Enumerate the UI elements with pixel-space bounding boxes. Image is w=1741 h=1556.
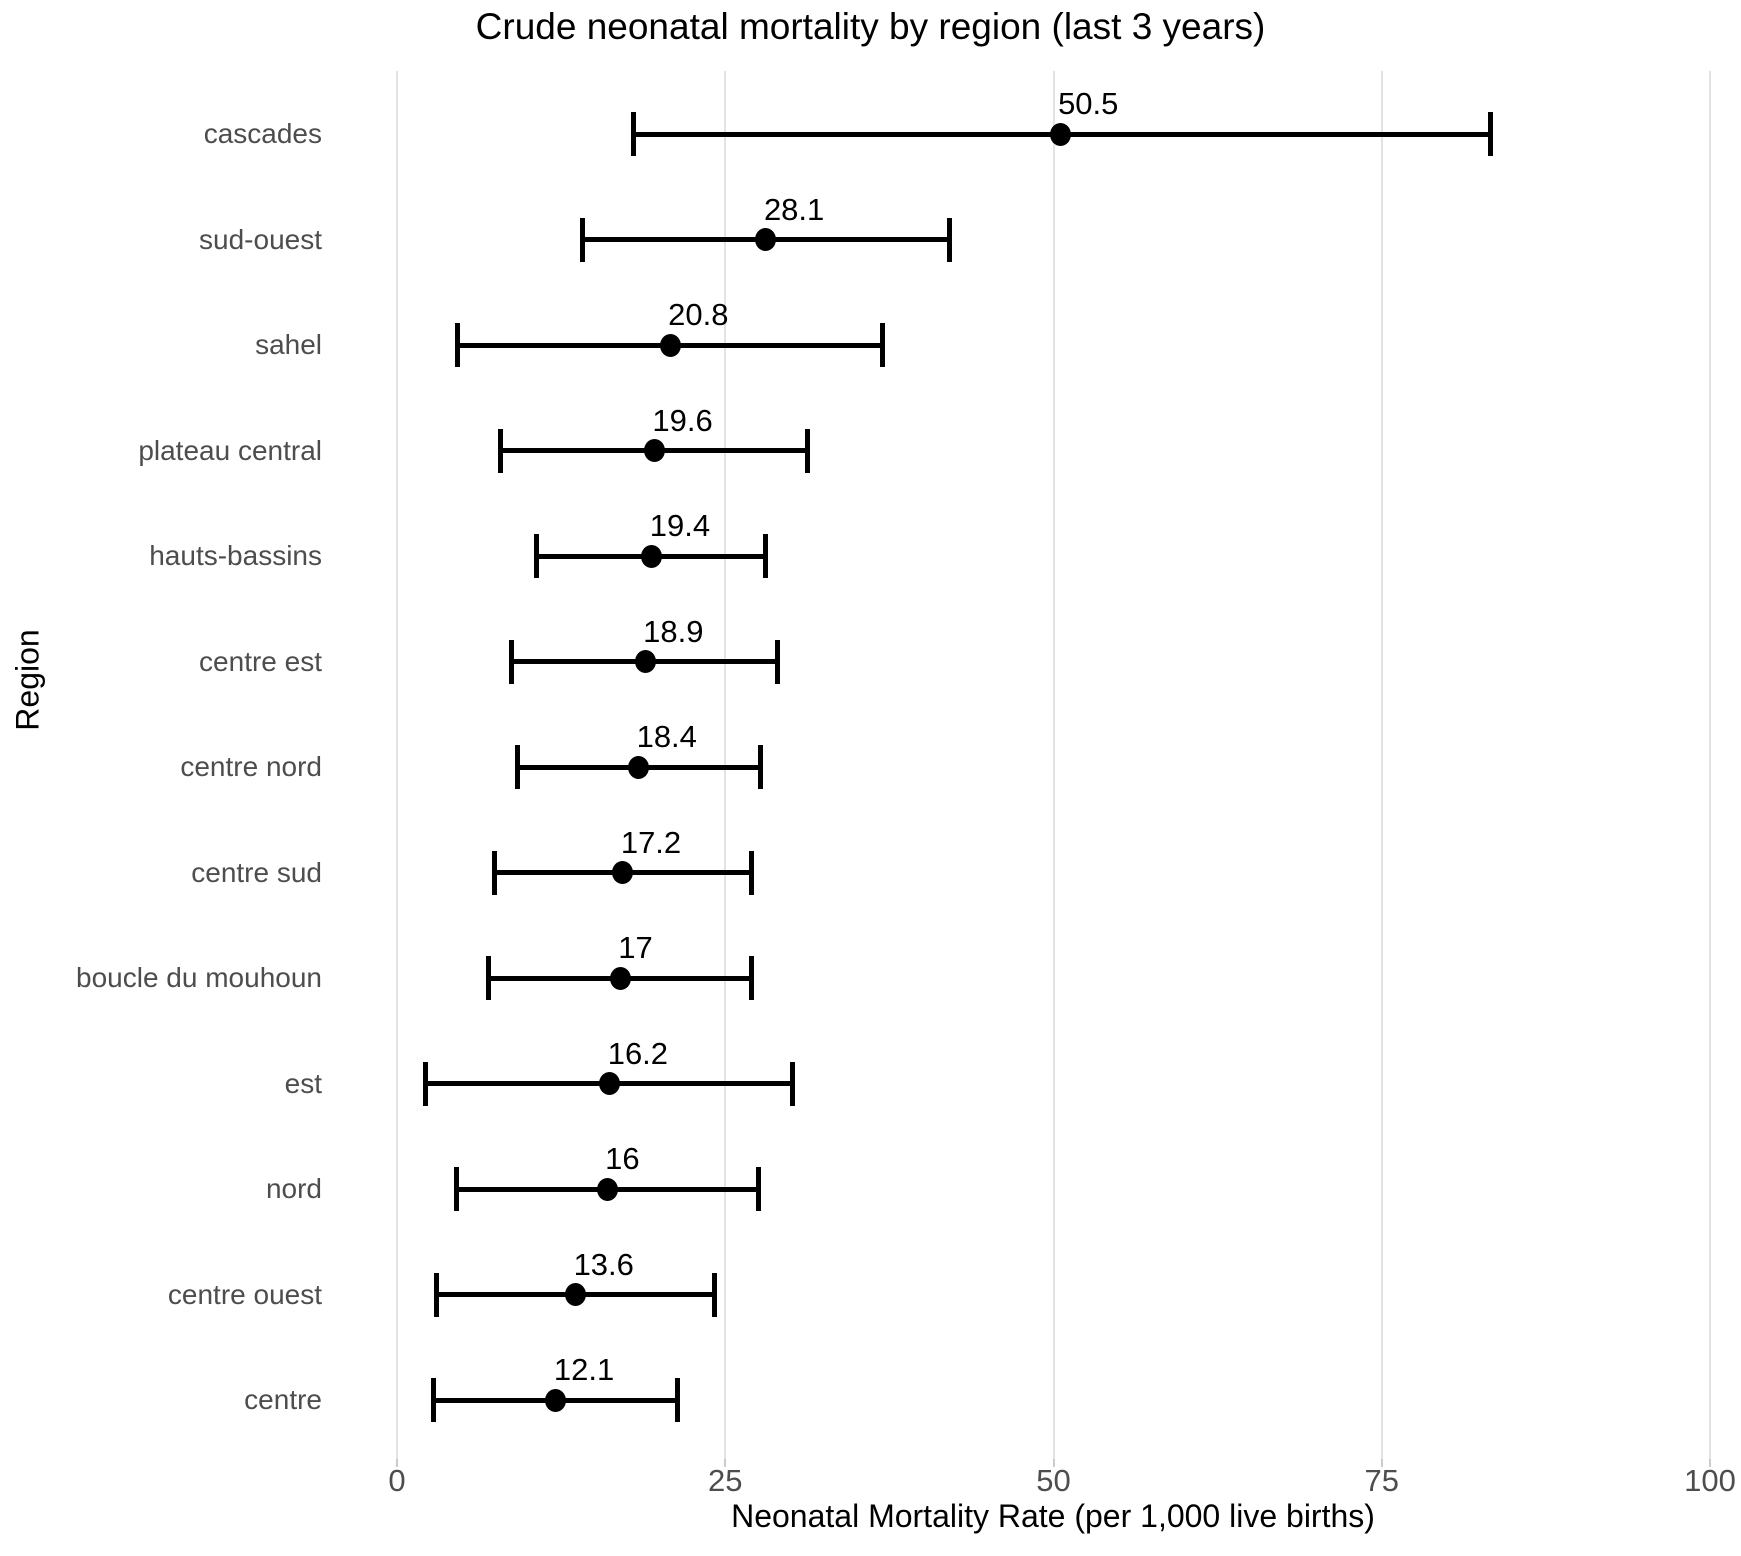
value-label: 16.2 bbox=[607, 1035, 669, 1071]
error-bar-cap-right bbox=[947, 218, 952, 262]
region-label: centre sud bbox=[191, 856, 322, 888]
value-label: 18.4 bbox=[636, 719, 697, 754]
data-point bbox=[635, 650, 656, 673]
value-label: 19.4 bbox=[649, 508, 711, 543]
region-label: est bbox=[284, 1067, 322, 1099]
region-label: nord bbox=[265, 1173, 322, 1204]
data-point bbox=[610, 967, 631, 990]
error-bar-cap-left bbox=[431, 1378, 436, 1422]
error-bar-cap-right bbox=[790, 1062, 795, 1106]
region-label: centre nord bbox=[180, 751, 322, 782]
region-label: sahel bbox=[255, 329, 322, 360]
error-bar-cap-left bbox=[486, 956, 491, 1000]
data-point bbox=[597, 1178, 618, 1201]
data-point bbox=[644, 439, 665, 462]
value-label: 20.8 bbox=[668, 297, 729, 332]
x-axis-title: Neonatal Mortality Rate (per 1,000 live births) bbox=[731, 1498, 1375, 1534]
y-axis-title: Region bbox=[9, 629, 46, 731]
error-bar-cap-right bbox=[758, 745, 763, 789]
data-point bbox=[565, 1283, 586, 1306]
gridline bbox=[1053, 71, 1055, 1459]
value-label: 17.2 bbox=[620, 824, 682, 860]
error-bar-cap-left bbox=[509, 640, 514, 684]
error-bar-cap-right bbox=[805, 429, 810, 473]
value-label: 13.6 bbox=[573, 1246, 634, 1282]
region-label: centre ouest bbox=[167, 1278, 322, 1310]
error-bar-cap-left bbox=[423, 1062, 428, 1106]
region-label: sud-ouest bbox=[199, 223, 322, 255]
x-tick-label: 50 bbox=[1036, 1463, 1071, 1498]
data-point bbox=[641, 545, 662, 568]
data-point bbox=[755, 228, 776, 251]
error-bar-cap-right bbox=[749, 851, 754, 895]
error-bar-cap-left bbox=[515, 745, 520, 789]
x-tick-label: 100 bbox=[1684, 1463, 1736, 1498]
region-label: centre bbox=[244, 1384, 322, 1415]
gridline bbox=[1381, 71, 1383, 1459]
x-tick-label: 0 bbox=[388, 1463, 406, 1498]
data-point bbox=[612, 861, 633, 884]
gridline bbox=[1709, 71, 1711, 1459]
region-label: boucle du mouhoun bbox=[76, 962, 322, 993]
error-bar-cap-right bbox=[1488, 112, 1493, 156]
error-bar-cap-left bbox=[580, 218, 585, 262]
error-bar-cap-left bbox=[534, 534, 539, 578]
region-label: hauts-bassins bbox=[149, 540, 322, 571]
x-tick-label: 75 bbox=[1364, 1463, 1399, 1498]
error-bar-cap-left bbox=[434, 1273, 439, 1317]
value-label: 17 bbox=[618, 930, 653, 965]
data-point bbox=[545, 1389, 566, 1412]
error-bar-cap-right bbox=[775, 640, 780, 684]
data-point bbox=[1050, 123, 1071, 146]
value-label: 18.9 bbox=[643, 613, 704, 649]
error-bar-cap-right bbox=[756, 1167, 761, 1211]
value-label: 12.1 bbox=[553, 1352, 615, 1387]
region-label: centre est bbox=[199, 645, 322, 677]
error-bar-cap-right bbox=[880, 323, 885, 367]
x-tick-label: 25 bbox=[708, 1463, 743, 1498]
value-label: 16 bbox=[605, 1141, 640, 1176]
value-label: 50.5 bbox=[1058, 86, 1119, 121]
value-label: 19.6 bbox=[652, 402, 713, 438]
chart-title: Crude neonatal mortality by region (last 3 years) bbox=[475, 6, 1266, 47]
error-bar-cap-right bbox=[749, 956, 754, 1000]
error-bar-cap-left bbox=[454, 1167, 459, 1211]
value-label: 28.1 bbox=[763, 191, 825, 227]
error-bar-cap-right bbox=[712, 1273, 717, 1317]
region-label: cascades bbox=[203, 118, 322, 149]
error-bar-cap-right bbox=[763, 534, 768, 578]
region-label: plateau central bbox=[138, 434, 322, 466]
error-bar-cap-left bbox=[455, 323, 460, 367]
data-point bbox=[628, 756, 649, 779]
data-point bbox=[660, 334, 681, 357]
error-bar-cap-left bbox=[498, 429, 503, 473]
error-bar-cap-left bbox=[492, 851, 497, 895]
gridline bbox=[396, 71, 398, 1459]
error-bar-cap-right bbox=[675, 1378, 680, 1422]
error-bar-cap-left bbox=[631, 112, 636, 156]
data-point bbox=[599, 1072, 620, 1095]
